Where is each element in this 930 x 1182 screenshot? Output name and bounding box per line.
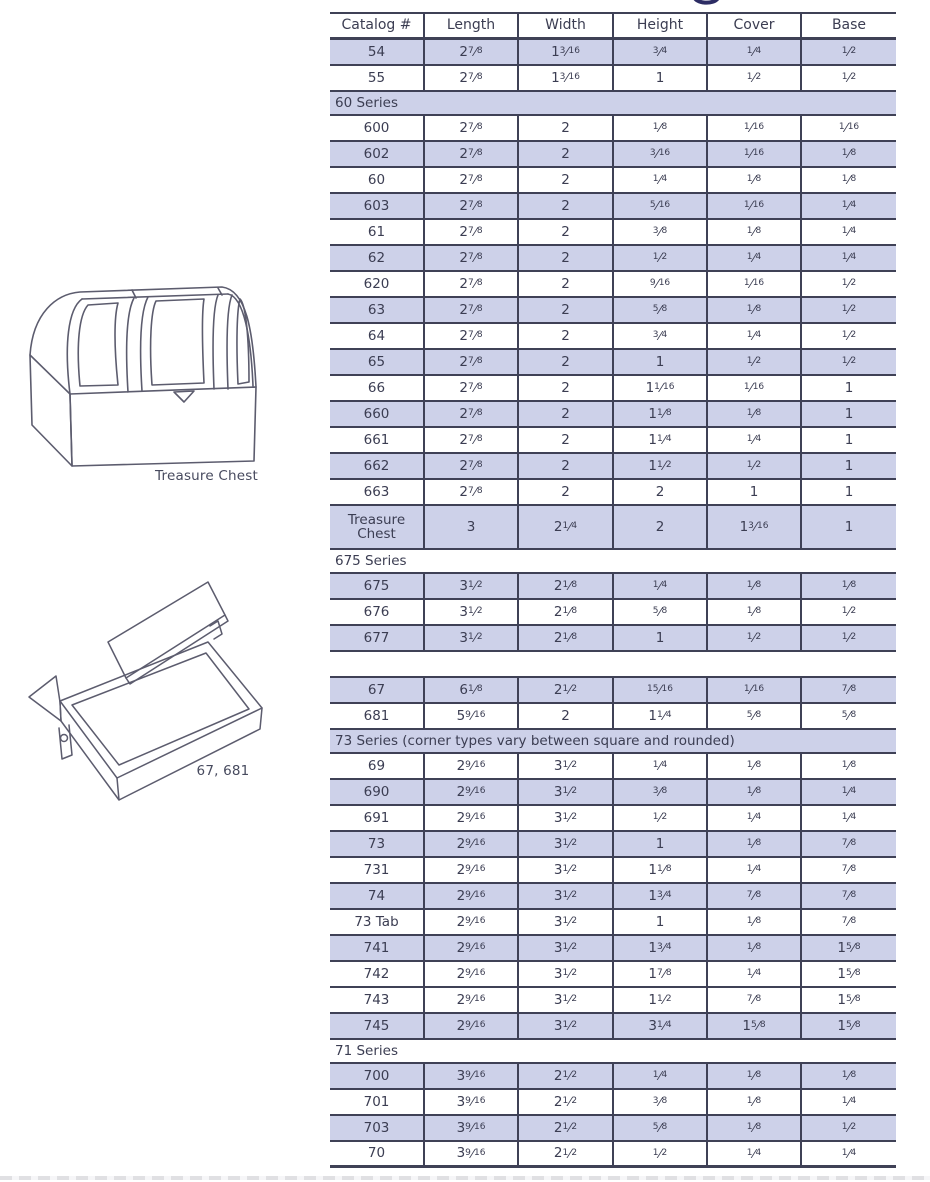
cell-dimension-value: 3 ⁄ 4 [614, 40, 708, 64]
cell-dimension-value: 2 7 ⁄ 8 [425, 428, 519, 452]
column-header: Width [519, 14, 614, 37]
cell-dimension-value: 2 7 ⁄ 8 [425, 246, 519, 270]
cell-dimension-value: 2 [614, 480, 708, 504]
cell-dimension-value: 7 ⁄ 8 [841, 888, 857, 904]
cell-dimension-value: 3 9 ⁄ 16 [425, 1116, 519, 1140]
illustration-caption-treasure-chest: Treasure Chest [155, 468, 258, 484]
cell-catalog-number: 745 [330, 1014, 425, 1038]
box-lid-thickness [126, 615, 228, 684]
cell-dimension-value: 2 1 ⁄ 4 [519, 506, 614, 548]
cell-dimension-value: 1 ⁄ 4 [614, 1064, 708, 1088]
table-row [330, 506, 896, 550]
table-row [330, 988, 896, 1014]
cell-dimension-value: 1 1 ⁄ 8 [614, 858, 708, 882]
cell-dimension-value: 2 7 ⁄ 8 [425, 194, 519, 218]
table-row [330, 1116, 896, 1142]
cell-dimension-value: 1 5 ⁄ 8 [837, 1017, 861, 1034]
table-row [330, 272, 896, 298]
cell-dimension-value: 1 1 ⁄ 8 [614, 402, 708, 426]
cell-catalog-number: 74 [330, 884, 425, 908]
cell-dimension-value: 3 1 ⁄ 2 [519, 936, 614, 960]
cell-dimension-value: 1 ⁄ 4 [841, 784, 857, 800]
cell-dimension-value: 1 ⁄ 4 [708, 858, 802, 882]
table-row [330, 402, 896, 428]
cell-dimension-value: 2 7 ⁄ 8 [425, 402, 519, 426]
cell-dimension-value: 2 7 ⁄ 8 [425, 220, 519, 244]
cell-dimension-value: 7 ⁄ 8 [708, 988, 802, 1012]
series-section-row: 60 Series [330, 92, 896, 116]
cell-dimension-value: 2 9 ⁄ 16 [425, 832, 519, 856]
cell-dimension-value: 1 ⁄ 2 [841, 70, 857, 86]
table-row [330, 574, 896, 600]
cell-dimension-value: 1 ⁄ 8 [708, 168, 802, 192]
cell-dimension-value: 1 [614, 832, 708, 856]
cell-dimension-value: 3 1 ⁄ 2 [519, 858, 614, 882]
cell-dimension-value: 1 ⁄ 8 [841, 578, 857, 594]
cell-dimension-value: 1 ⁄ 4 [614, 168, 708, 192]
cell-dimension-value: 1 ⁄ 4 [708, 1142, 802, 1165]
table-header-row [330, 12, 896, 40]
table-row [330, 1064, 896, 1090]
column-header: Height [614, 14, 708, 37]
cell-catalog-number: 731 [330, 858, 425, 882]
series-section-row: 73 Series (corner types vary between square and rounded) [330, 730, 896, 754]
chest-strap-2 [213, 295, 232, 389]
cell-catalog-number: 62 [330, 246, 425, 270]
chest-strap-1 [127, 297, 148, 392]
cell-dimension-value: 1 3 ⁄ 16 [519, 66, 614, 90]
cell-dimension-value: 2 7 ⁄ 8 [425, 350, 519, 374]
cell-catalog-number: 600 [330, 116, 425, 140]
cell-dimension-value: 1 [614, 910, 708, 934]
illustration-caption-open-box: 67, 681 [196, 763, 250, 779]
cell-catalog-number: 741 [330, 936, 425, 960]
cell-dimension-value: 3 ⁄ 8 [614, 780, 708, 804]
cell-dimension-value: 1 ⁄ 2 [841, 630, 857, 646]
cell-dimension-value: 2 [519, 704, 614, 728]
cell-dimension-value: 2 9 ⁄ 16 [425, 962, 519, 986]
table-row [330, 1014, 896, 1040]
cell-catalog-number: 66 [330, 376, 425, 400]
cell-dimension-value: 3 1 ⁄ 2 [425, 574, 519, 598]
cell-dimension-value: 6 1 ⁄ 8 [425, 678, 519, 702]
table-row [330, 884, 896, 910]
table-row [330, 678, 896, 704]
column-header: Length [425, 14, 519, 37]
cell-dimension-value: 2 7 ⁄ 8 [425, 480, 519, 504]
cell-dimension-value: 1 ⁄ 2 [614, 1142, 708, 1165]
cell-dimension-value: 1 ⁄ 8 [708, 574, 802, 598]
cell-dimension-value: 2 7 ⁄ 8 [425, 168, 519, 192]
cell-dimension-value: 5 ⁄ 16 [614, 194, 708, 218]
cell-dimension-value: 2 [519, 376, 614, 400]
cell-catalog-number: 700 [330, 1064, 425, 1088]
cell-dimension-value: 2 [519, 194, 614, 218]
cell-dimension-value: 1 ⁄ 2 [841, 604, 857, 620]
cell-dimension-value: 2 [519, 454, 614, 478]
cell-dimension-value: 1 ⁄ 2 [841, 1120, 857, 1136]
cell-dimension-value: 5 ⁄ 8 [708, 704, 802, 728]
series-section-row: 71 Series [330, 1040, 896, 1064]
table-row [330, 376, 896, 402]
cell-dimension-value: 1 [844, 431, 854, 448]
cell-dimension-value: 2 1 ⁄ 2 [519, 1090, 614, 1114]
cell-dimension-value: 1 ⁄ 8 [708, 298, 802, 322]
cell-dimension-value: 2 [519, 402, 614, 426]
cell-dimension-value: 1 [844, 405, 854, 422]
chest-ridge [82, 294, 228, 299]
cell-dimension-value: 1 ⁄ 8 [708, 402, 802, 426]
table-row [330, 428, 896, 454]
cell-dimension-value: 1 ⁄ 8 [708, 936, 802, 960]
cell-dimension-value: 1 ⁄ 4 [841, 198, 857, 214]
chest-panel-left [78, 303, 118, 386]
cell-dimension-value: 1 1 ⁄ 4 [614, 428, 708, 452]
cell-dimension-value: 2 [519, 116, 614, 140]
table-row [330, 600, 896, 626]
cell-dimension-value: 1 ⁄ 2 [841, 328, 857, 344]
cell-dimension-value: 2 [519, 324, 614, 348]
cell-dimension-value: 2 9 ⁄ 16 [425, 780, 519, 804]
table-row [330, 704, 896, 730]
cell-dimension-value: 3 9 ⁄ 16 [425, 1142, 519, 1165]
cell-dimension-value: 2 9 ⁄ 16 [425, 858, 519, 882]
cell-dimension-value: 2 7 ⁄ 8 [425, 66, 519, 90]
table-row [330, 832, 896, 858]
cell-dimension-value: 5 ⁄ 8 [614, 1116, 708, 1140]
table-row [330, 910, 896, 936]
cell-dimension-value: 1 ⁄ 8 [708, 754, 802, 778]
cell-dimension-value: 3 1 ⁄ 2 [519, 780, 614, 804]
cell-dimension-value: 1 [844, 457, 854, 474]
cell-dimension-value: 2 [519, 298, 614, 322]
cell-dimension-value: 2 7 ⁄ 8 [425, 40, 519, 64]
cell-dimension-value: 3 ⁄ 16 [614, 142, 708, 166]
cell-dimension-value: 2 [519, 350, 614, 374]
chest-dome-outline [30, 287, 256, 387]
cell-dimension-value: 2 9 ⁄ 16 [425, 1014, 519, 1038]
cell-catalog-number: 676 [330, 600, 425, 624]
table-row [330, 454, 896, 480]
cell-catalog-number: 620 [330, 272, 425, 296]
cell-dimension-value: 3 1 ⁄ 2 [519, 988, 614, 1012]
cell-catalog-number: 69 [330, 754, 425, 778]
box-lid [108, 582, 225, 678]
cell-dimension-value: 1 ⁄ 8 [708, 220, 802, 244]
cell-dimension-value: 1 3 ⁄ 16 [519, 40, 614, 64]
treasure-chest-illustration [22, 283, 260, 469]
cell-dimension-value: 2 [519, 428, 614, 452]
cell-dimension-value: 3 9 ⁄ 16 [425, 1090, 519, 1114]
chest-clasp [174, 391, 194, 402]
cell-dimension-value: 1 ⁄ 8 [708, 910, 802, 934]
cell-dimension-value: 7 ⁄ 8 [708, 884, 802, 908]
cell-dimension-value: 3 [425, 506, 519, 548]
cell-dimension-value: 1 ⁄ 4 [841, 250, 857, 266]
cell-dimension-value: 2 9 ⁄ 16 [425, 884, 519, 908]
cell-dimension-value: 2 9 ⁄ 16 [425, 754, 519, 778]
cell-catalog-number: 660 [330, 402, 425, 426]
table-row [330, 1090, 896, 1116]
cell-dimension-value: 5 ⁄ 8 [614, 298, 708, 322]
cell-dimension-value: 2 1 ⁄ 2 [519, 1064, 614, 1088]
cell-dimension-value: 1 7 ⁄ 8 [614, 962, 708, 986]
table-row [330, 480, 896, 506]
cell-catalog-number: 743 [330, 988, 425, 1012]
cell-dimension-value: 1 ⁄ 4 [841, 810, 857, 826]
cell-dimension-value: 1 ⁄ 8 [841, 172, 857, 188]
cell-dimension-value: 2 [519, 220, 614, 244]
cell-dimension-value: 3 1 ⁄ 2 [425, 626, 519, 650]
cell-dimension-value: 3 1 ⁄ 4 [614, 1014, 708, 1038]
cell-dimension-value: 1 [844, 379, 854, 396]
cell-dimension-value: 1 [844, 483, 854, 500]
cell-dimension-value: 1 5 ⁄ 8 [708, 1014, 802, 1038]
table-row [330, 806, 896, 832]
cell-dimension-value: 1 [708, 480, 802, 504]
cell-dimension-value: 1 ⁄ 4 [708, 962, 802, 986]
cell-dimension-value: 1 ⁄ 8 [708, 1116, 802, 1140]
cell-dimension-value: 1 ⁄ 4 [614, 754, 708, 778]
cropped-heading-letter-fragment [692, 0, 720, 8]
column-header: Base [831, 17, 867, 34]
cell-dimension-value: 3 1 ⁄ 2 [425, 600, 519, 624]
cell-dimension-value: 2 [519, 168, 614, 192]
cell-dimension-value: 1 ⁄ 16 [708, 376, 802, 400]
cell-dimension-value: 1 [614, 350, 708, 374]
cell-catalog-number: 73 [330, 832, 425, 856]
table-row [330, 626, 896, 652]
cell-dimension-value: 1 ⁄ 4 [708, 428, 802, 452]
cell-dimension-value: 2 9 ⁄ 16 [425, 910, 519, 934]
cell-dimension-value: 1 ⁄ 16 [708, 142, 802, 166]
table-row [330, 142, 896, 168]
table-row [330, 66, 896, 92]
cell-dimension-value: 2 [519, 272, 614, 296]
cell-dimension-value: 7 ⁄ 8 [841, 682, 857, 698]
box-hinge-tab [59, 725, 72, 759]
cell-dimension-value: 2 7 ⁄ 8 [425, 454, 519, 478]
cell-catalog-number: 67 [330, 678, 425, 702]
table-row [330, 350, 896, 376]
cell-dimension-value: 1 1 ⁄ 2 [614, 454, 708, 478]
bottom-scan-artifact [0, 1176, 930, 1180]
cell-dimension-value: 5 ⁄ 8 [841, 708, 857, 724]
cell-catalog-number: 663 [330, 480, 425, 504]
cell-dimension-value: 1 ⁄ 16 [708, 194, 802, 218]
cell-dimension-value: 1 1 ⁄ 2 [614, 988, 708, 1012]
cell-dimension-value: 2 9 ⁄ 16 [425, 936, 519, 960]
cell-dimension-value: 2 9 ⁄ 16 [425, 806, 519, 830]
cell-catalog-number: 701 [330, 1090, 425, 1114]
cell-catalog-number: 703 [330, 1116, 425, 1140]
box-hinge-pin [61, 735, 68, 742]
cell-dimension-value: 2 [519, 142, 614, 166]
cell-dimension-value: 1 [844, 518, 854, 535]
cell-dimension-value: 3 1 ⁄ 2 [519, 910, 614, 934]
cell-catalog-number: 73 Tab [330, 910, 425, 934]
cell-catalog-number: 55 [330, 66, 425, 90]
table-row [330, 298, 896, 324]
cell-dimension-value: 1 ⁄ 8 [708, 1064, 802, 1088]
cell-dimension-value: 2 7 ⁄ 8 [425, 298, 519, 322]
cell-dimension-value: 1 ⁄ 4 [614, 574, 708, 598]
cell-dimension-value: 3 1 ⁄ 2 [519, 1014, 614, 1038]
cell-dimension-value: 7 ⁄ 8 [841, 914, 857, 930]
cell-dimension-value: 1 ⁄ 4 [708, 246, 802, 270]
cell-dimension-value: 1 5 ⁄ 8 [837, 965, 861, 982]
cell-dimension-value: 3 1 ⁄ 2 [519, 962, 614, 986]
cell-dimension-value: 2 [519, 480, 614, 504]
table-row [330, 194, 896, 220]
cell-dimension-value: 1 ⁄ 2 [708, 350, 802, 374]
table-row [330, 40, 896, 66]
cell-dimension-value: 1 ⁄ 16 [708, 272, 802, 296]
cell-dimension-value: 1 ⁄ 8 [708, 832, 802, 856]
cell-dimension-value: 2 1 ⁄ 8 [519, 600, 614, 624]
cell-dimension-value: 3 9 ⁄ 16 [425, 1064, 519, 1088]
cell-dimension-value: 1 3 ⁄ 4 [614, 884, 708, 908]
table-row [330, 168, 896, 194]
cell-dimension-value: 1 3 ⁄ 16 [708, 506, 802, 548]
cell-dimension-value: 3 1 ⁄ 2 [519, 832, 614, 856]
cell-dimension-value: 2 7 ⁄ 8 [425, 324, 519, 348]
table-row [330, 858, 896, 884]
table-row [330, 246, 896, 272]
table-row [330, 754, 896, 780]
cell-catalog-number: 675 [330, 574, 425, 598]
cell-catalog-number: 63 [330, 298, 425, 322]
cell-dimension-value: 2 1 ⁄ 2 [519, 1142, 614, 1165]
cell-dimension-value: 2 9 ⁄ 16 [425, 988, 519, 1012]
cell-catalog-number: 54 [330, 40, 425, 64]
table-row [330, 1142, 896, 1168]
cell-dimension-value: 2 [519, 246, 614, 270]
table-row [330, 780, 896, 806]
cell-dimension-value: 1 ⁄ 8 [708, 600, 802, 624]
cell-dimension-value: 1 ⁄ 8 [841, 758, 857, 774]
cell-dimension-value: 15 ⁄ 16 [614, 678, 708, 702]
cell-dimension-value: 1 ⁄ 2 [841, 354, 857, 370]
cell-dimension-value: 3 ⁄ 8 [614, 1090, 708, 1114]
cell-catalog-number: 690 [330, 780, 425, 804]
cell-catalog-number: 61 [330, 220, 425, 244]
cell-dimension-value: 1 ⁄ 2 [708, 66, 802, 90]
column-header: Cover [708, 14, 802, 37]
cell-dimension-value: 1 ⁄ 8 [614, 116, 708, 140]
cell-dimension-value: 2 7 ⁄ 8 [425, 376, 519, 400]
cell-dimension-value: 2 7 ⁄ 8 [425, 142, 519, 166]
cell-dimension-value: 1 ⁄ 4 [841, 1145, 857, 1161]
chest-panel-middle [151, 299, 204, 385]
cell-dimension-value: 1 5 ⁄ 8 [837, 939, 861, 956]
cell-dimension-value: 1 ⁄ 8 [708, 1090, 802, 1114]
cell-dimension-value: 5 ⁄ 8 [614, 600, 708, 624]
series-section-row: 675 Series [330, 550, 896, 574]
cell-catalog-number: 60 [330, 168, 425, 192]
cell-dimension-value: 2 1 ⁄ 2 [519, 1116, 614, 1140]
cell-catalog-number: 661 [330, 428, 425, 452]
table-row [330, 220, 896, 246]
table-row [330, 962, 896, 988]
table-row [330, 116, 896, 142]
cell-dimension-value: 2 7 ⁄ 8 [425, 116, 519, 140]
cell-catalog-number: 681 [330, 704, 425, 728]
box-left-end-flap [29, 676, 61, 721]
cell-dimension-value: 1 ⁄ 8 [841, 1068, 857, 1084]
chest-body-front [70, 387, 256, 466]
cell-dimension-value: 3 ⁄ 8 [614, 220, 708, 244]
cell-dimension-value: 2 7 ⁄ 8 [425, 272, 519, 296]
cell-catalog-number: 70 [330, 1142, 425, 1165]
table-row [330, 936, 896, 962]
cell-dimension-value: 1 [614, 66, 708, 90]
cell-dimension-value: 2 1 ⁄ 8 [519, 626, 614, 650]
cell-catalog-number: 677 [330, 626, 425, 650]
table-spacer-row [330, 652, 896, 678]
cell-dimension-value: 2 [614, 506, 708, 548]
cell-dimension-value: 1 ⁄ 2 [708, 626, 802, 650]
cell-dimension-value: 5 9 ⁄ 16 [425, 704, 519, 728]
catalog-table [330, 12, 896, 1168]
cell-dimension-value: 1 ⁄ 4 [708, 806, 802, 830]
cell-dimension-value: 3 1 ⁄ 2 [519, 884, 614, 908]
chest-left-face [30, 355, 72, 466]
column-header: Catalog # [330, 14, 425, 37]
cell-dimension-value: 1 ⁄ 16 [708, 116, 802, 140]
cell-dimension-value: 1 ⁄ 4 [708, 40, 802, 64]
cell-dimension-value: 3 ⁄ 4 [614, 324, 708, 348]
cell-dimension-value: 1 ⁄ 16 [708, 678, 802, 702]
cell-dimension-value: 1 ⁄ 2 [841, 44, 857, 60]
cell-dimension-value: 1 ⁄ 2 [708, 454, 802, 478]
cell-dimension-value: 7 ⁄ 8 [841, 862, 857, 878]
cell-dimension-value: 1 ⁄ 4 [841, 1094, 857, 1110]
cell-catalog-number: 603 [330, 194, 425, 218]
cell-dimension-value: 1 5 ⁄ 8 [837, 991, 861, 1008]
cell-dimension-value: 1 ⁄ 8 [841, 146, 857, 162]
cell-catalog-number: 691 [330, 806, 425, 830]
cell-dimension-value: 1 ⁄ 4 [841, 224, 857, 240]
cell-catalog-number: 602 [330, 142, 425, 166]
cell-dimension-value: 7 ⁄ 8 [841, 836, 857, 852]
cell-catalog-number: 64 [330, 324, 425, 348]
cell-dimension-value: 1 ⁄ 2 [614, 806, 708, 830]
cell-dimension-value: 2 1 ⁄ 2 [519, 678, 614, 702]
cell-dimension-value: 1 ⁄ 8 [708, 780, 802, 804]
cell-dimension-value: 3 1 ⁄ 2 [519, 806, 614, 830]
cell-dimension-value: 1 1 ⁄ 16 [614, 376, 708, 400]
table-row [330, 324, 896, 350]
box-rim-outer [60, 642, 262, 778]
cell-dimension-value: 2 1 ⁄ 8 [519, 574, 614, 598]
cell-catalog-number: 65 [330, 350, 425, 374]
cell-dimension-value: 1 ⁄ 2 [841, 276, 857, 292]
cell-dimension-value: 1 ⁄ 16 [838, 120, 860, 136]
cell-catalog-number: Treasure Chest [330, 506, 425, 548]
cell-catalog-number: 662 [330, 454, 425, 478]
cell-dimension-value: 1 [614, 626, 708, 650]
cell-dimension-value: 3 1 ⁄ 2 [519, 754, 614, 778]
cell-dimension-value: 1 ⁄ 4 [708, 324, 802, 348]
cell-dimension-value: 1 ⁄ 2 [841, 302, 857, 318]
cell-dimension-value: 1 3 ⁄ 4 [614, 936, 708, 960]
cell-dimension-value: 9 ⁄ 16 [614, 272, 708, 296]
cell-dimension-value: 1 1 ⁄ 4 [614, 704, 708, 728]
cell-dimension-value: 1 ⁄ 2 [614, 246, 708, 270]
cell-catalog-number: 742 [330, 962, 425, 986]
